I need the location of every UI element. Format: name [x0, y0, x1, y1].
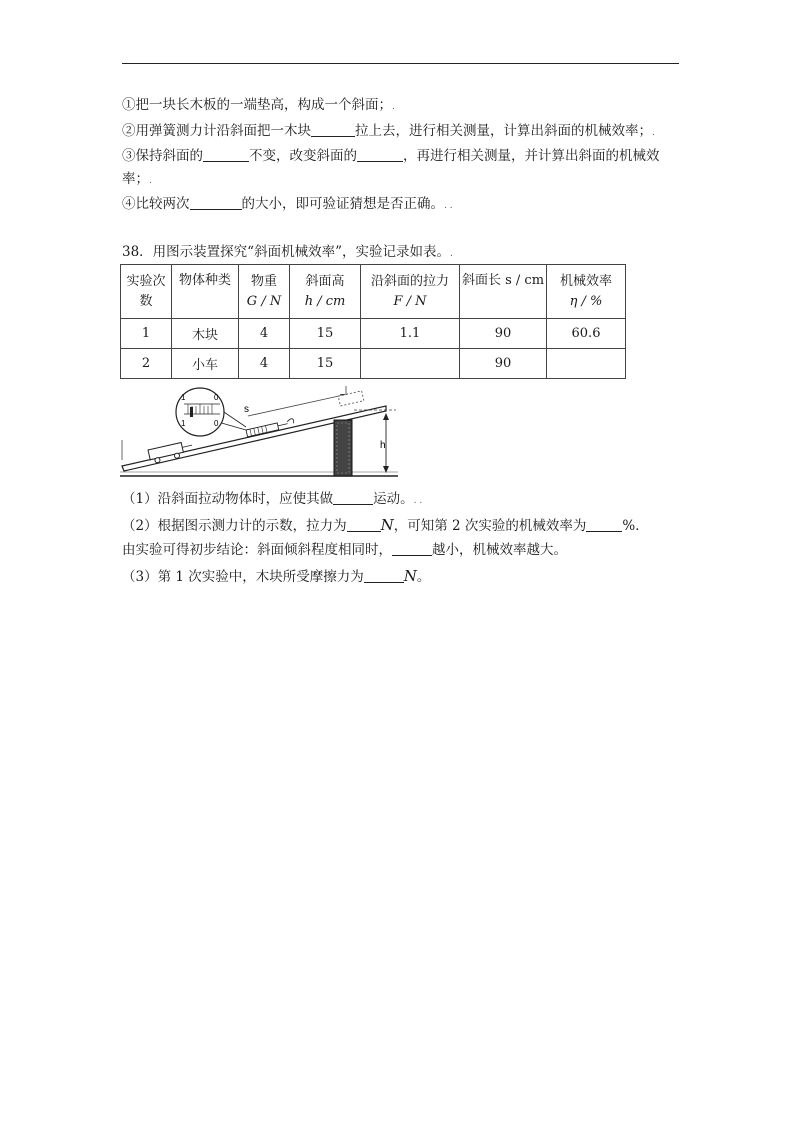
height-label: h — [380, 440, 386, 451]
header-cell: 实验次 数 — [121, 265, 172, 319]
answer-blank[interactable] — [357, 147, 403, 162]
header-rule — [122, 63, 679, 64]
table-cell: 4 — [239, 319, 290, 349]
table-row — [121, 319, 626, 349]
scale-number: 1 — [181, 419, 186, 428]
table-cell: 1 — [121, 319, 172, 349]
question-2-conclusion: 由实验可得初步结论：斜面倾斜程度相同时， 越小，机械效率越大。 — [122, 542, 567, 558]
question-1: （1）沿斜面拉动物体时，应使其做 运动。. . — [122, 491, 423, 507]
table-cell[interactable] — [361, 349, 460, 379]
table-cell: 1.1 — [361, 319, 460, 349]
answer-blank[interactable] — [190, 195, 242, 210]
table-cell: 木块 — [172, 319, 239, 349]
table-row — [121, 349, 626, 379]
answer-blank[interactable] — [311, 122, 355, 137]
scale-number: 0 — [214, 393, 219, 402]
answer-blank[interactable] — [203, 147, 249, 162]
length-arrow — [248, 394, 348, 416]
header-cell: 物体种类 — [172, 265, 239, 319]
table-cell: 小车 — [172, 349, 239, 379]
step-3-cont: 率；. — [122, 171, 152, 187]
step-2: ②用弹簧测力计沿斜面把一木块 拉上去，进行相关测量，计算出斜面的机械效率；. — [122, 123, 655, 139]
header-cell: 物重 G / N — [239, 265, 290, 319]
table-cell: 2 — [121, 349, 172, 379]
step-1: ①把一块长木板的一端垫高，构成一个斜面；. — [122, 97, 395, 113]
answer-blank[interactable] — [364, 568, 404, 583]
table-cell: 90 — [460, 319, 547, 349]
header-cell: 沿斜面的拉力 F / N — [361, 265, 460, 319]
step-3: ③保持斜面的 不变，改变斜面的 ，再进行相关测量，并计算出斜面的机械效 — [122, 148, 660, 164]
question-2: （2）根据图示测力计的示数，拉力为 N，可知第 2 次实验的机械效率为 %． — [122, 516, 649, 534]
answer-blank[interactable] — [586, 517, 622, 532]
answer-blank[interactable] — [392, 541, 432, 556]
question-3: （3）第 1 次实验中，木块所受摩擦力为 N。 — [122, 567, 431, 585]
answer-blank[interactable] — [333, 490, 373, 505]
header-cell: 机械效率 η / % — [547, 265, 626, 319]
table-cell: 4 — [239, 349, 290, 379]
scale-number: 1 — [181, 393, 186, 402]
scale-number: 0 — [214, 419, 219, 428]
answer-blank[interactable] — [347, 517, 381, 532]
table-cell: 60.6 — [547, 319, 626, 349]
table-cell: 90 — [460, 349, 547, 379]
question-title: 38．用图示装置探究“斜面机械效率”，实验记录如表。. — [122, 244, 453, 260]
incline-diagram — [118, 380, 408, 480]
block-top — [338, 391, 364, 406]
header-cell: 斜面高 h / cm — [290, 265, 361, 319]
step-4: ④比较两次 的大小，即可验证猜想是否正确。. . — [122, 196, 453, 212]
header-cell: 斜面长 s / cm — [460, 265, 547, 319]
table-cell: 15 — [290, 349, 361, 379]
length-label: s — [244, 404, 249, 415]
table-cell: 15 — [290, 319, 361, 349]
experiment-table — [120, 264, 626, 379]
table-cell[interactable] — [547, 349, 626, 379]
